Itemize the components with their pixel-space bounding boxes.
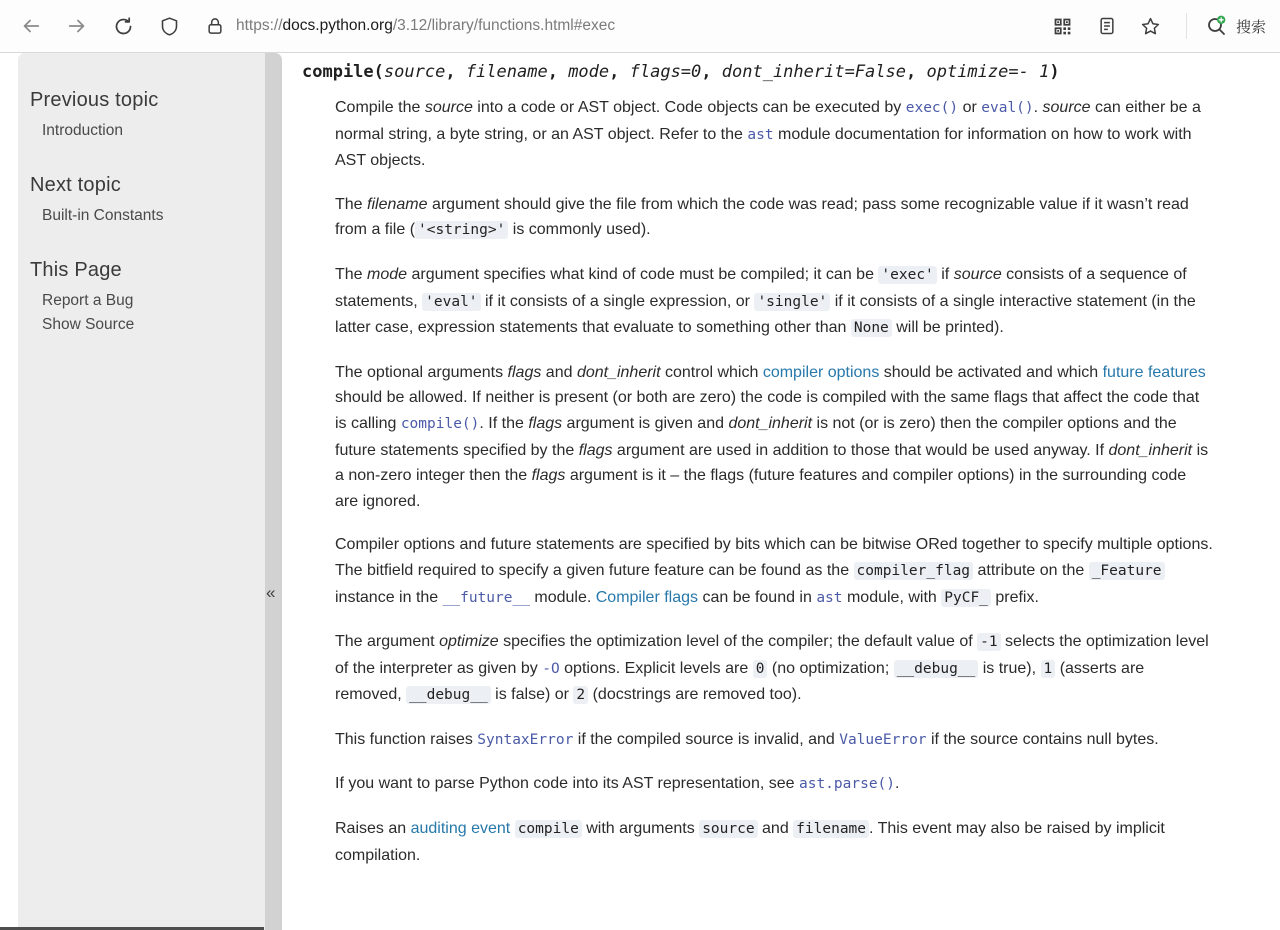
sidebar-section-next <box>30 174 265 225</box>
doc-text: 'eval' <box>422 293 480 311</box>
doc-link[interactable]: future features <box>1102 363 1206 381</box>
sidebar-link-introduction[interactable]: Introduction <box>42 122 123 139</box>
function-signature <box>302 59 1232 85</box>
doc-text: prefix. <box>990 588 1039 606</box>
sidebar-section-previous <box>30 89 265 140</box>
url-bar[interactable] <box>236 17 1046 35</box>
doc-link[interactable]: exec() <box>905 100 959 116</box>
doc-text: flags=0 <box>629 62 702 82</box>
doc-text: ) <box>1049 62 1060 82</box>
doc-text: should be activated and which <box>879 363 1103 381</box>
doc-text: consists of a sequence of statements, <box>335 265 1187 310</box>
doc-text: compile <box>515 820 582 838</box>
doc-link[interactable]: ast.parse() <box>798 776 896 793</box>
doc-text: dont_inherit <box>1108 441 1193 459</box>
doc-link[interactable]: ast <box>816 589 843 606</box>
doc-text: flags <box>528 414 563 432</box>
doc-text: . <box>1033 99 1043 116</box>
doc-text: compiler_flag <box>854 562 974 580</box>
doc-paragraph <box>335 192 1213 244</box>
sidebar <box>18 53 265 930</box>
doc-paragraph <box>335 771 1213 798</box>
reload-icon <box>113 16 134 37</box>
doc-text: The argument <box>335 633 440 651</box>
doc-text: is a non-zero integer then the <box>335 441 1209 485</box>
doc-text: PyCF_ <box>941 589 991 607</box>
doc-text: is commonly used). <box>508 221 651 239</box>
sidebar-heading-next-topic: Next topic <box>30 174 121 196</box>
doc-text: into a code or AST object. Code objects can be executed by <box>472 99 906 116</box>
doc-link[interactable]: eval() <box>981 100 1034 116</box>
doc-text: if the compiled source is invalid, and <box>573 730 840 748</box>
doc-text: If you want to parse Python code into its AST representation, see <box>335 775 799 793</box>
doc-text: source <box>424 99 473 116</box>
url-text <box>236 17 615 35</box>
doc-text: (no optimization; <box>767 659 894 677</box>
doc-text: argument specifies what kind of code must be compiled; it can be <box>407 265 879 283</box>
toolbar-actions <box>1046 9 1266 43</box>
doc-text: filename <box>465 62 548 82</box>
bookmark-star-icon <box>1140 16 1161 37</box>
doc-paragraphs <box>335 95 1213 868</box>
doc-text: This function raises <box>335 730 478 748</box>
doc-text: specifies the optimization level of the compiler; the default value of <box>498 633 978 651</box>
doc-paragraph <box>335 727 1213 754</box>
doc-text: if it consists of a single expression, or <box>480 292 755 310</box>
doc-text: Compiler options and future statements are specified by bits which can be bitwise ORed together to specify multiple options. The bitfield required to specify a given future feature can be found as the <box>335 536 1213 579</box>
doc-link[interactable]: ast <box>747 126 774 143</box>
doc-link[interactable]: ValueError <box>839 731 927 748</box>
back-icon <box>20 15 42 37</box>
doc-text: with arguments <box>581 820 700 838</box>
search-shortcut[interactable] <box>1205 14 1266 38</box>
doc-link[interactable]: Compiler flags <box>595 588 699 606</box>
forward-icon <box>66 15 88 37</box>
doc-text: 0 <box>753 660 768 678</box>
doc-text: source <box>383 62 446 82</box>
doc-text: is not (or is zero) then the compiler options and the future statements specified by the <box>335 414 1177 459</box>
doc-text: argument should give the file from which the code was read; pass some recognizable value if it wasn’t read from a file ( <box>335 195 1189 239</box>
search-plus-icon <box>1205 14 1229 38</box>
shield-icon <box>159 16 180 37</box>
doc-text: and <box>757 820 794 838</box>
doc-text: source <box>699 820 757 838</box>
doc-link[interactable]: compiler options <box>762 363 880 381</box>
doc-text: can either be a normal string, a byte string, or an AST object. Refer to the <box>335 99 1201 143</box>
doc-text: , <box>609 62 630 82</box>
doc-text: or <box>958 99 982 116</box>
doc-link[interactable]: auditing event <box>410 820 511 838</box>
page-body <box>0 53 1280 930</box>
doc-paragraph <box>335 629 1213 709</box>
toolbar-divider <box>1186 13 1187 39</box>
bookmark-button[interactable] <box>1134 9 1168 43</box>
doc-text: module, with <box>842 588 942 606</box>
doc-paragraph <box>335 262 1213 342</box>
url-path: /3.12/library/functions.html#exec <box>392 17 616 34</box>
doc-text: if <box>936 265 954 283</box>
doc-text: 'exec' <box>878 266 936 284</box>
doc-text: mode <box>367 265 408 283</box>
lock-icon <box>205 16 225 36</box>
sidebar-collapse-handle[interactable] <box>265 53 282 930</box>
doc-text: flags <box>578 441 613 459</box>
sidebar-link-show-source[interactable]: Show Source <box>42 316 135 333</box>
sidebar-link-report-a-bug[interactable]: Report a Bug <box>42 292 134 309</box>
doc-text: The <box>335 265 368 283</box>
doc-text: is true), <box>978 659 1041 677</box>
sidebar-section-this-page <box>30 259 265 334</box>
doc-text: argument is given and <box>562 414 729 432</box>
doc-paragraph <box>335 532 1213 611</box>
doc-text: '<string>' <box>415 221 508 239</box>
doc-text: will be printed). <box>891 319 1004 337</box>
doc-text: , <box>547 62 569 82</box>
doc-text: , <box>701 62 722 82</box>
doc-text: is false) or <box>490 686 574 704</box>
doc-text: . If the <box>479 414 529 432</box>
url-host: docs.python.org <box>282 17 393 34</box>
doc-text: selects the optimization level of the interpreter as given by <box>335 633 1209 677</box>
doc-text: control which <box>660 363 763 381</box>
doc-paragraph <box>335 95 1213 174</box>
sidebar-heading-previous-topic: Previous topic <box>30 89 159 111</box>
url-scheme: https:// <box>236 17 283 34</box>
doc-text: , <box>445 62 466 82</box>
doc-text: mode <box>568 62 610 82</box>
doc-text: if it consists of a single interactive statement (in the latter case, expression statements that evaluate to something other than <box>335 292 1196 337</box>
doc-text: dont_inherit <box>576 363 661 381</box>
doc-link[interactable]: -O <box>542 660 560 677</box>
doc-paragraph <box>335 360 1213 515</box>
doc-text: 'single' <box>754 293 830 311</box>
doc-text: dont_inherit=False <box>721 62 906 82</box>
reader-mode-button[interactable] <box>1090 9 1124 43</box>
back-button[interactable] <box>14 9 48 43</box>
doc-text: dont_inherit <box>728 414 813 432</box>
doc-text: options. Explicit levels are <box>559 659 753 677</box>
collapse-sidebar-icon[interactable]: « <box>266 583 276 602</box>
doc-text: , <box>906 62 927 82</box>
doc-text: Compile the <box>335 99 425 116</box>
doc-text: and <box>541 363 577 381</box>
doc-text: The optional arguments <box>335 363 508 381</box>
doc-text: source <box>953 265 1002 283</box>
doc-text: None <box>851 319 892 337</box>
doc-link[interactable]: __future__ <box>442 589 530 606</box>
doc-text: (docstrings are removed too). <box>588 686 802 704</box>
qr-scan-button[interactable] <box>1046 9 1080 43</box>
doc-text: . <box>895 775 900 793</box>
doc-paragraph <box>335 816 1213 868</box>
nav-icon-group <box>14 9 232 43</box>
sidebar-heading-this-page: This Page <box>30 259 122 281</box>
qr-code-icon <box>1052 16 1073 37</box>
doc-text: flags <box>531 467 566 485</box>
doc-text: argument is it – the flags (future features and compiler options) in the surrounding code are ignored. <box>335 467 1187 510</box>
doc-text: filename <box>367 195 428 213</box>
sidebar-link-builtin-constants[interactable]: Built-in Constants <box>42 207 164 224</box>
reader-mode-icon <box>1097 16 1117 36</box>
doc-text: optimize <box>439 633 499 651</box>
search-label: 搜索 <box>1235 18 1266 36</box>
doc-text: 2 <box>573 686 588 704</box>
forward-button[interactable] <box>60 9 94 43</box>
doc-link[interactable]: SyntaxError <box>477 731 574 748</box>
site-security-button[interactable] <box>198 9 232 43</box>
doc-text: -1 <box>977 633 1000 651</box>
doc-content <box>282 53 1280 930</box>
doc-link[interactable]: compile() <box>400 415 480 432</box>
doc-text: module documentation for information on how to work with AST objects. <box>335 125 1192 170</box>
doc-text: attribute on the <box>973 561 1089 579</box>
tracking-protection-button[interactable] <box>152 9 186 43</box>
doc-text: optimize=- 1 <box>926 62 1050 82</box>
doc-text: 1 <box>1041 660 1056 678</box>
doc-text: ( <box>373 62 384 82</box>
doc-text: . This event may also be raised by implicit compilation. <box>335 820 1165 864</box>
doc-text: _Feature <box>1089 562 1165 580</box>
browser-toolbar <box>0 0 1280 53</box>
doc-text: __debug__ <box>406 686 491 704</box>
doc-text: (asserts are removed, <box>335 659 1145 704</box>
doc-text: filename <box>793 820 869 838</box>
doc-text: __debug__ <box>894 660 979 678</box>
doc-text: flags <box>507 363 542 381</box>
doc-text: can be found in <box>698 588 817 606</box>
reload-button[interactable] <box>106 9 140 43</box>
left-gutter <box>0 53 18 930</box>
doc-text: if the source contains null bytes. <box>926 730 1159 748</box>
doc-text: module. <box>529 588 596 606</box>
doc-text: Raises an <box>335 820 411 838</box>
doc-text: argument are used in addition to those that would be used anyway. If <box>612 441 1109 459</box>
doc-text: should be allowed. If neither is present (or both are zero) the code is compiled with the same flags that affect the code that is calling <box>335 389 1200 432</box>
doc-text: compile <box>302 62 374 82</box>
doc-text: instance in the <box>335 588 443 606</box>
doc-text: source <box>1042 99 1091 116</box>
doc-text: The <box>335 195 368 213</box>
